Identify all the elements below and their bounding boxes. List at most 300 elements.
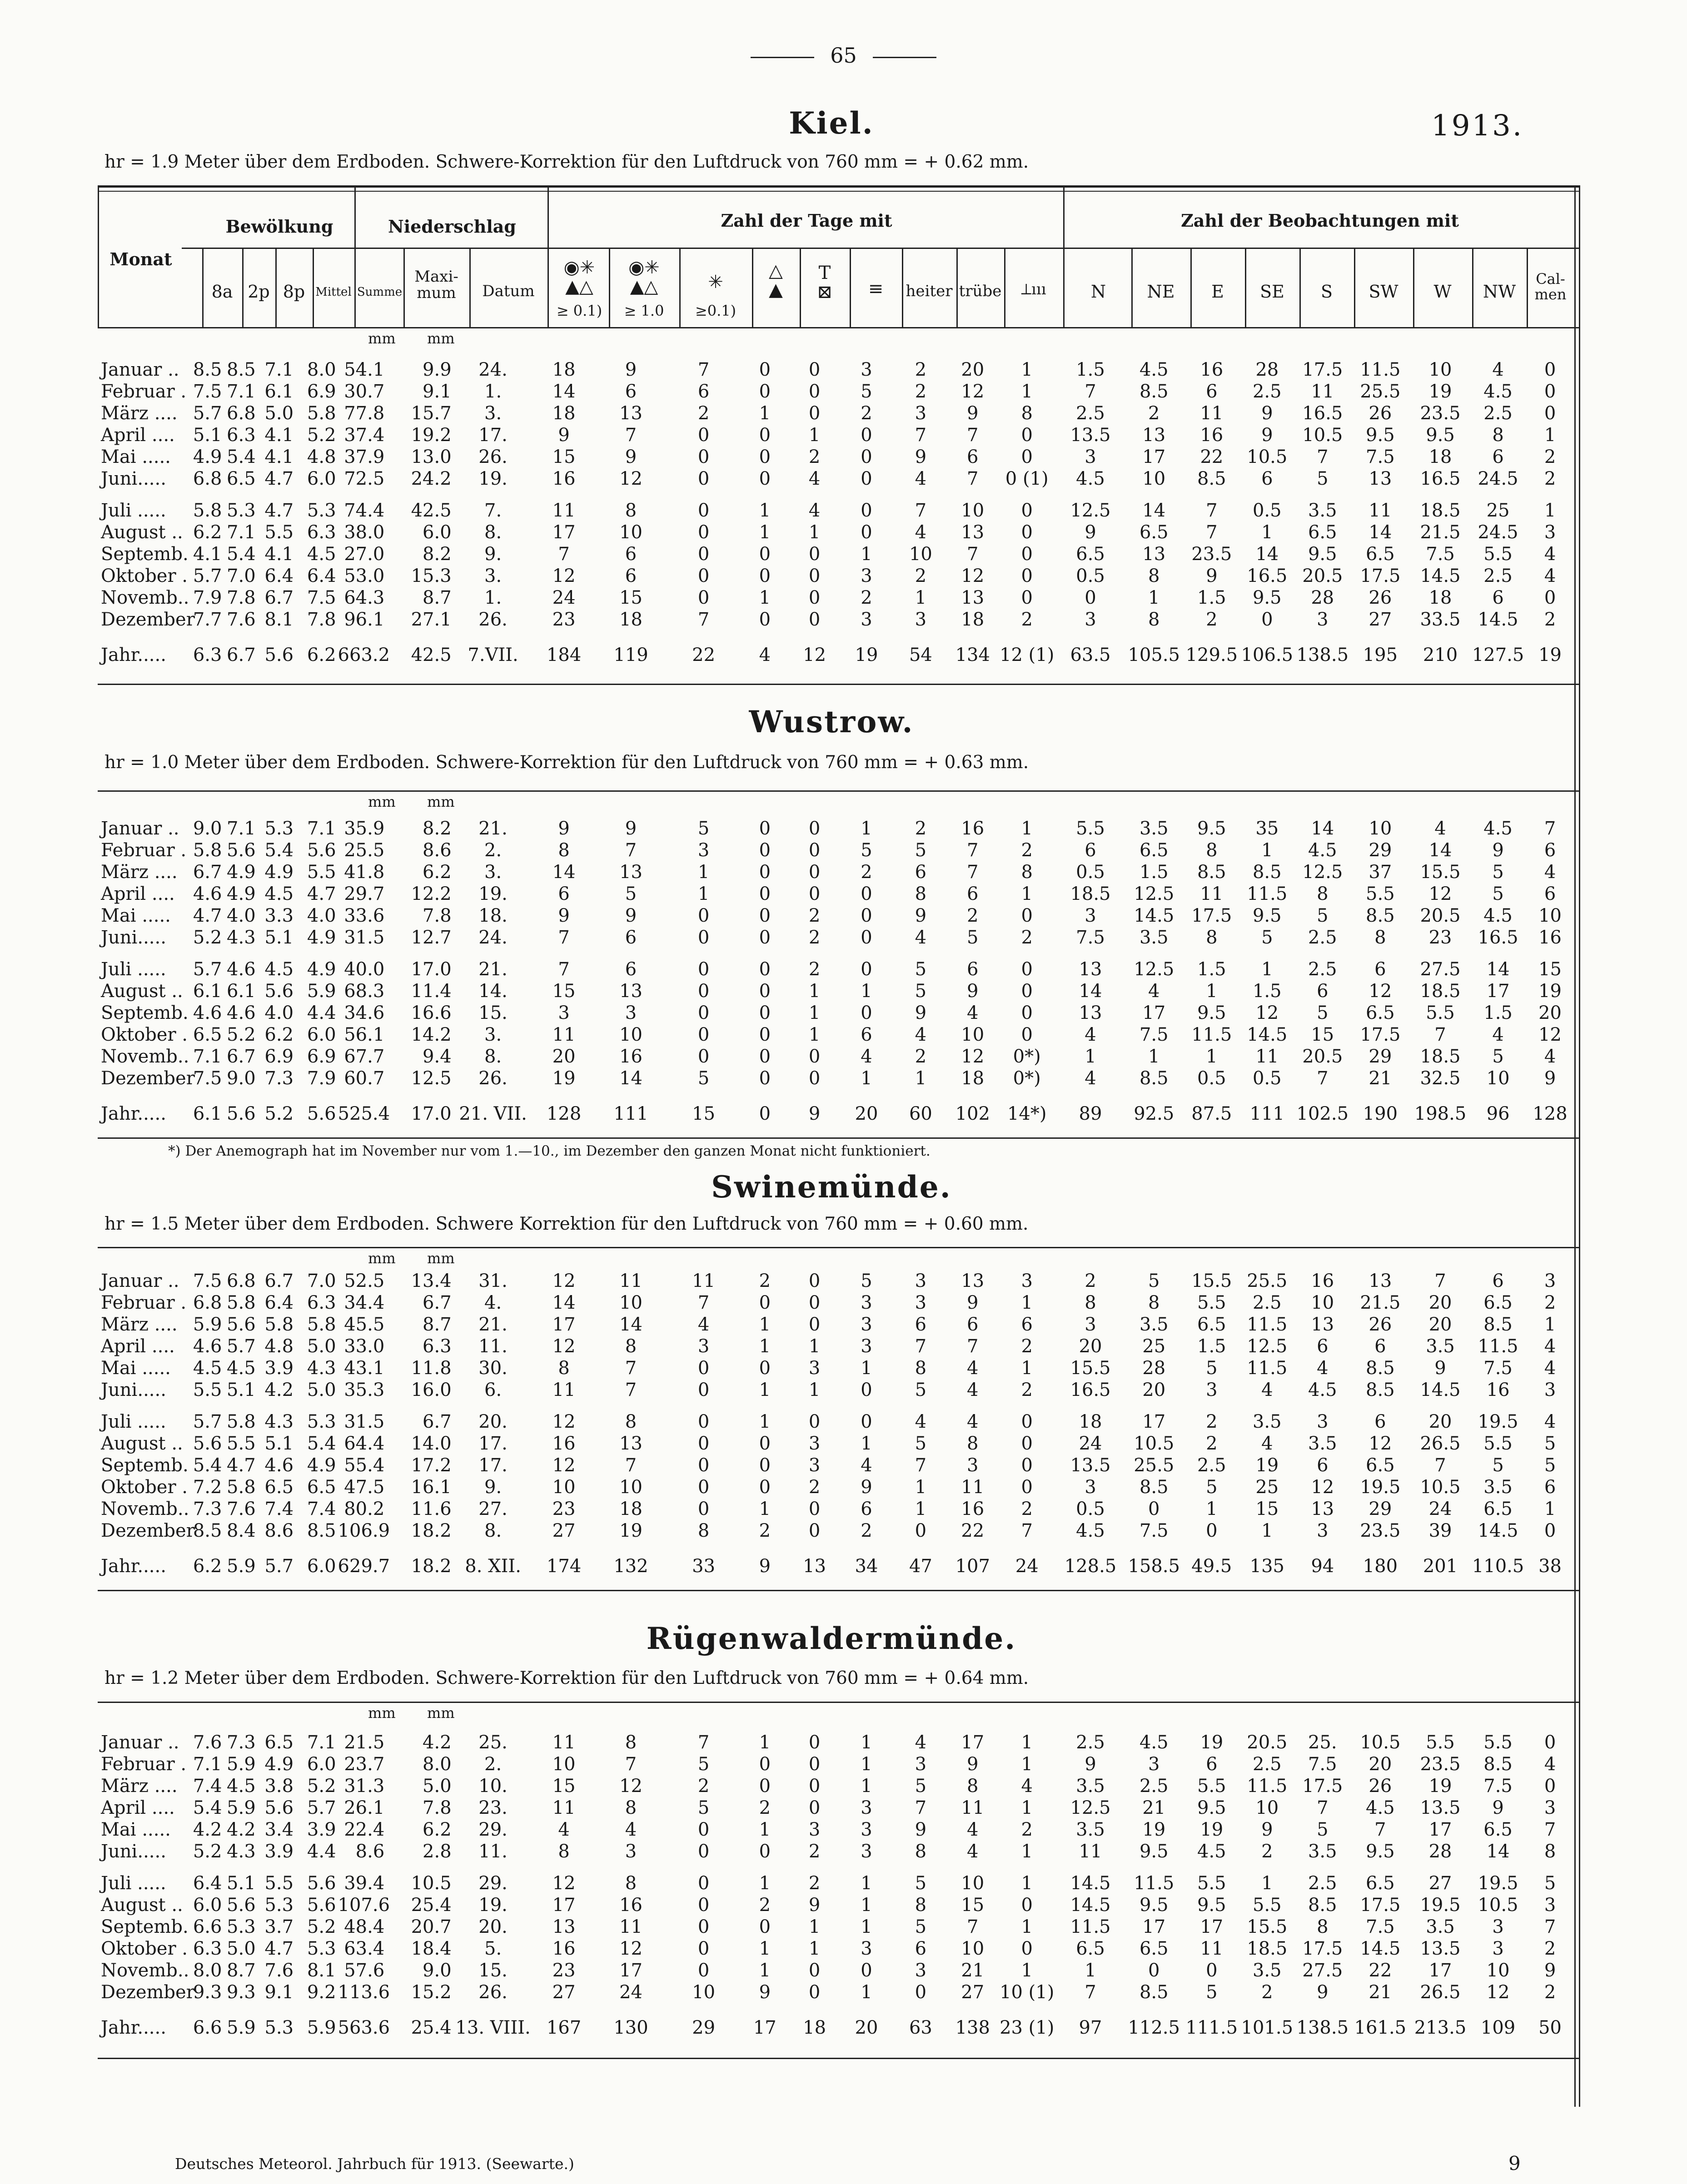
cell-tage-10: 8 <box>625 1732 637 1753</box>
cell-nied-max: 25.4 <box>411 1895 452 1916</box>
cell-tage-01: 167 <box>546 2017 582 2038</box>
header-mittel: Mittel <box>315 285 352 299</box>
cell-beob-sw: 13 <box>1369 468 1392 489</box>
cell-tage-fog: 20 <box>855 1103 878 1124</box>
cell-beob-sw: 7 <box>1374 1819 1386 1840</box>
cell-tage-heiter: 3 <box>915 1292 927 1313</box>
cell-beob-se: 20.5 <box>1247 1732 1288 1753</box>
cell-bew-8a: 5.7 <box>193 566 222 586</box>
cell-nied-max: 9.0 <box>423 1960 452 1981</box>
cell-nied-max: 16.1 <box>411 1477 452 1498</box>
cell-beob-s: 14 <box>1311 818 1334 839</box>
cell-month: März .... <box>101 403 178 424</box>
header-maximum: Maxi- mum <box>414 268 458 302</box>
cell-bew-mittel: 5.6 <box>307 840 336 861</box>
cell-bew-mittel: 5.6 <box>307 1895 336 1916</box>
cell-tage-10: 9 <box>625 905 637 926</box>
cell-beob-sw: 13 <box>1369 1271 1392 1291</box>
cell-tage-thunder: 0 <box>808 1068 821 1089</box>
cell-bew-8p: 5.1 <box>264 927 294 948</box>
cell-beob-s: 16.5 <box>1302 403 1343 424</box>
cell-beob-n: 3 <box>1085 1477 1096 1498</box>
cell-tage-fog: 3 <box>861 1314 872 1335</box>
cell-tage-snow: 1 <box>697 884 710 904</box>
cell-tage-hail: 0 <box>759 840 771 861</box>
cell-bew-mittel: 6.0 <box>307 1754 336 1775</box>
cell-tage-01: 11 <box>552 1024 576 1045</box>
cell-tage-heiter: 8 <box>915 1358 927 1379</box>
cell-tage-thunder: 0 <box>808 359 821 380</box>
cell-beob-se: 2.5 <box>1252 1292 1282 1313</box>
cell-tage-thunder: 2 <box>808 927 821 948</box>
cell-nied-summe: 33.0 <box>344 1336 385 1357</box>
cell-beob-calm: 3 <box>1544 1271 1556 1291</box>
cell-bew-2p: 7.0 <box>227 566 256 586</box>
table-row <box>99 1894 1574 1916</box>
cell-bew-8a: 6.1 <box>193 1103 222 1124</box>
table-row <box>99 1753 1574 1775</box>
cell-bew-8p: 5.5 <box>264 522 294 543</box>
cell-beob-sw: 9.5 <box>1366 1841 1395 1862</box>
cell-nied-datum: 17. <box>478 1433 508 1454</box>
cell-tage-10: 10 <box>619 1024 642 1045</box>
cell-tage-fog: 3 <box>861 359 872 380</box>
table-row <box>99 905 1574 927</box>
cell-bew-mittel: 4.8 <box>307 447 336 467</box>
cell-tage-10: 7 <box>625 1380 637 1400</box>
cell-month: Septemb. <box>101 1455 189 1476</box>
cell-beob-e: 4.5 <box>1197 1841 1226 1862</box>
cell-tage-10: 12 <box>619 1776 642 1797</box>
cell-beob-nw: 10.5 <box>1478 1895 1518 1916</box>
cell-tage-hail: 9 <box>759 1556 771 1577</box>
cell-tage-01: 11 <box>552 1380 576 1400</box>
cell-beob-nw: 4 <box>1492 359 1504 380</box>
cell-tage-fog: 34 <box>855 1556 878 1577</box>
cell-tage-snow: 0 <box>697 468 710 489</box>
cell-tage-thunder: 1 <box>808 981 821 1002</box>
cell-tage-storm: 2 <box>1021 1499 1033 1519</box>
cell-tage-heiter: 2 <box>915 566 927 586</box>
swinemuende-top-rule <box>98 1247 1580 1248</box>
cell-bew-mittel: 5.2 <box>307 1916 336 1937</box>
cell-month: August .. <box>101 981 183 1002</box>
cell-tage-truebe: 4 <box>967 1380 979 1400</box>
cell-beob-e: 19 <box>1200 1819 1224 1840</box>
cell-beob-sw: 19.5 <box>1360 1477 1401 1498</box>
cell-beob-nw: 6.5 <box>1483 1499 1513 1519</box>
table-row <box>99 500 1574 521</box>
cell-beob-e: 0 <box>1206 1520 1218 1541</box>
cell-tage-hail: 4 <box>759 645 771 665</box>
cell-bew-2p: 4.9 <box>227 862 256 883</box>
cell-tage-01: 10 <box>552 1754 576 1775</box>
cell-beob-n: 128.5 <box>1064 1556 1117 1577</box>
cell-beob-n: 4.5 <box>1076 468 1105 489</box>
cell-nied-summe: 525.4 <box>338 1103 390 1124</box>
cell-tage-truebe: 13 <box>961 587 985 608</box>
table-row <box>99 1498 1574 1520</box>
cell-tage-truebe: 12 <box>961 381 985 402</box>
footnote-wustrow: *) Der Anemograph hat im November nur vom 1.—10., im Dezember den ganzen Monat nicht funktioniert. <box>168 1143 931 1159</box>
cell-tage-truebe: 134 <box>955 645 990 665</box>
cell-tage-truebe: 17 <box>961 1732 985 1753</box>
cell-bew-mittel: 5.3 <box>307 500 336 521</box>
cell-beob-w: 18 <box>1428 447 1452 467</box>
cell-beob-se: 4 <box>1261 1433 1273 1454</box>
cell-beob-se: 16.5 <box>1247 566 1288 586</box>
cell-bew-mittel: 9.2 <box>307 1982 336 2003</box>
cell-beob-w: 20.5 <box>1420 905 1461 926</box>
cell-tage-fog: 1 <box>861 1776 872 1797</box>
cell-beob-n: 16.5 <box>1070 1380 1111 1400</box>
cell-beob-sw: 8.5 <box>1366 1380 1395 1400</box>
cell-beob-se: 9 <box>1261 425 1273 446</box>
cell-beob-e: 9.5 <box>1197 1895 1226 1916</box>
cell-bew-mittel: 5.6 <box>307 1873 336 1894</box>
cell-month: Januar .. <box>101 1732 179 1753</box>
cell-beob-w: 10.5 <box>1420 1477 1461 1498</box>
cell-tage-truebe: 7 <box>967 425 979 446</box>
cell-nied-datum: 3. <box>484 566 502 586</box>
cell-tage-10: 9 <box>625 359 637 380</box>
cell-beob-n: 15.5 <box>1070 1358 1111 1379</box>
cell-tage-truebe: 11 <box>961 1797 985 1818</box>
cell-beob-s: 138.5 <box>1296 2017 1349 2038</box>
footer-page: 9 <box>1508 2152 1521 2174</box>
cell-nied-datum: 3. <box>484 403 502 424</box>
table-row-jahr <box>99 1552 1574 1581</box>
cell-beob-ne: 7.5 <box>1139 1520 1169 1541</box>
cell-bew-8a: 7.5 <box>193 381 222 402</box>
cell-tage-10: 8 <box>625 1411 637 1432</box>
cell-tage-10: 19 <box>619 1520 642 1541</box>
cell-bew-2p: 5.4 <box>227 544 256 565</box>
cell-beob-w: 15.5 <box>1420 862 1461 883</box>
cell-tage-hail: 1 <box>759 1938 771 1959</box>
cell-tage-01: 15 <box>552 1776 576 1797</box>
cell-tage-truebe: 7 <box>967 862 979 883</box>
cell-tage-heiter: 9 <box>915 447 927 467</box>
cell-tage-snow: 0 <box>697 522 710 543</box>
cell-beob-ne: 6.5 <box>1139 1938 1169 1959</box>
cell-bew-2p: 5.6 <box>227 1314 256 1335</box>
cell-beob-sw: 17.5 <box>1360 566 1401 586</box>
cell-beob-calm: 0 <box>1544 1520 1556 1541</box>
cell-beob-ne: 17 <box>1142 1411 1166 1432</box>
cell-beob-e: 2 <box>1206 609 1218 630</box>
cell-tage-storm: 14*) <box>1007 1103 1047 1124</box>
cell-beob-se: 8.5 <box>1252 862 1282 883</box>
cell-beob-sw: 6 <box>1374 959 1386 980</box>
cell-beob-nw: 7.5 <box>1483 1776 1513 1797</box>
cell-nied-max: 17.0 <box>411 1103 452 1124</box>
cell-nied-summe: 21.5 <box>344 1732 385 1753</box>
cell-tage-heiter: 4 <box>915 1411 927 1432</box>
table-row <box>99 861 1574 883</box>
cell-beob-calm: 0 <box>1544 403 1556 424</box>
cell-tage-thunder: 2 <box>808 1477 821 1498</box>
cell-tage-heiter: 1 <box>915 1068 927 1089</box>
cell-bew-8p: 4.1 <box>264 447 294 467</box>
cell-tage-10: 5 <box>625 884 637 904</box>
cell-tage-truebe: 12 <box>961 1046 985 1067</box>
cell-beob-w: 14 <box>1428 840 1452 861</box>
cell-tage-heiter: 4 <box>915 1024 927 1045</box>
cell-beob-sw: 6 <box>1374 1336 1386 1357</box>
cell-bew-mittel: 6.2 <box>307 645 336 665</box>
cell-beob-nw: 5 <box>1492 1455 1504 1476</box>
cell-bew-8a: 6.2 <box>193 522 222 543</box>
cell-bew-mittel: 5.3 <box>307 1938 336 1959</box>
table-row <box>99 1314 1574 1335</box>
cell-tage-fog: 5 <box>861 1271 872 1291</box>
cell-tage-heiter: 1 <box>915 1477 927 1498</box>
cell-nied-max: 8.0 <box>423 1754 452 1775</box>
cell-bew-8p: 3.3 <box>264 905 294 926</box>
sep-tage-beob <box>1063 185 1065 328</box>
cell-tage-10: 13 <box>619 403 642 424</box>
cell-bew-8p: 4.8 <box>264 1336 294 1357</box>
cell-tage-01: 8 <box>558 840 570 861</box>
cell-bew-8a: 7.4 <box>193 1776 222 1797</box>
header-2p: 2p <box>248 282 270 302</box>
cell-tage-10: 8 <box>625 1336 637 1357</box>
cell-tage-thunder: 3 <box>808 1819 821 1840</box>
cell-beob-ne: 6.5 <box>1139 522 1169 543</box>
cell-tage-heiter: 2 <box>915 359 927 380</box>
cell-beob-sw: 161.5 <box>1354 2017 1407 2038</box>
cell-beob-w: 20 <box>1428 1292 1452 1313</box>
cell-beob-w: 19.5 <box>1420 1895 1461 1916</box>
cell-nied-summe: 8.6 <box>355 1841 385 1862</box>
cell-nied-max: 24.2 <box>411 468 452 489</box>
cell-tage-10: 10 <box>619 1292 642 1313</box>
cell-beob-se: 1 <box>1261 959 1273 980</box>
table-row <box>99 565 1574 587</box>
cell-beob-n: 9 <box>1085 522 1096 543</box>
cell-nied-max: 19.2 <box>411 425 452 446</box>
cell-tage-heiter: 5 <box>915 1433 927 1454</box>
cell-beob-e: 11 <box>1200 884 1224 904</box>
cell-beob-n: 0.5 <box>1076 1499 1105 1519</box>
cell-month: Mai ..... <box>101 447 171 467</box>
cell-tage-storm: 0 <box>1021 447 1033 467</box>
cell-bew-8p: 5.6 <box>264 645 294 665</box>
cell-nied-summe: 23.7 <box>344 1754 385 1775</box>
cell-beob-w: 7.5 <box>1426 544 1455 565</box>
cell-tage-heiter: 3 <box>915 609 927 630</box>
cell-beob-calm: 0 <box>1544 587 1556 608</box>
cell-tage-truebe: 8 <box>967 1776 979 1797</box>
sep-bew-nied <box>354 185 356 328</box>
cell-tage-snow: 0 <box>697 959 710 980</box>
cell-bew-8p: 9.1 <box>264 1982 294 2003</box>
cell-bew-2p: 5.1 <box>227 1380 256 1400</box>
cell-nied-datum: 30. <box>478 1358 508 1379</box>
cell-bew-2p: 9.0 <box>227 1068 256 1089</box>
cell-bew-8a: 7.9 <box>193 587 222 608</box>
cell-tage-01: 27 <box>552 1520 576 1541</box>
cell-bew-2p: 6.1 <box>227 981 256 1002</box>
cell-bew-8a: 6.2 <box>193 1556 222 1577</box>
cell-beob-e: 8.5 <box>1197 468 1226 489</box>
cell-bew-8a: 9.0 <box>193 818 222 839</box>
cell-month: März .... <box>101 862 178 883</box>
cell-bew-2p: 7.3 <box>227 1732 256 1753</box>
cell-tage-storm: 1 <box>1021 1292 1033 1313</box>
cell-beob-w: 14.5 <box>1420 566 1461 586</box>
cell-beob-se: 0 <box>1261 609 1273 630</box>
cell-bew-8p: 5.6 <box>264 1797 294 1818</box>
cell-beob-n: 4.5 <box>1076 1520 1105 1541</box>
cell-tage-truebe: 10 <box>961 1938 985 1959</box>
cell-beob-n: 3 <box>1085 905 1096 926</box>
cell-tage-fog: 1 <box>861 981 872 1002</box>
cell-tage-01: 16 <box>552 1433 576 1454</box>
cell-tage-snow: 7 <box>697 1292 710 1313</box>
cell-tage-01: 12 <box>552 566 576 586</box>
cell-bew-8p: 5.8 <box>264 1314 294 1335</box>
cell-bew-8a: 4.2 <box>193 1819 222 1840</box>
cell-beob-ne: 10.5 <box>1134 1433 1174 1454</box>
cell-nied-max: 9.4 <box>423 1046 452 1067</box>
cell-month: Novemb.. <box>101 1499 189 1519</box>
cell-beob-se: 0.5 <box>1252 1068 1282 1089</box>
cell-bew-2p: 7.8 <box>227 587 256 608</box>
cell-beob-sw: 37 <box>1369 862 1392 883</box>
cell-beob-e: 1 <box>1206 981 1218 1002</box>
cell-beob-se: 25.5 <box>1247 1271 1288 1291</box>
cell-bew-2p: 4.6 <box>227 1003 256 1023</box>
cell-beob-n: 0.5 <box>1076 862 1105 883</box>
cell-tage-hail: 1 <box>759 1873 771 1894</box>
cell-tage-storm: 0 <box>1021 959 1033 980</box>
cell-nied-summe: 64.4 <box>344 1433 385 1454</box>
cell-beob-calm: 4 <box>1544 1411 1556 1432</box>
cell-tage-10: 13 <box>619 981 642 1002</box>
cell-tage-storm: 12 (1) <box>1000 645 1055 665</box>
cell-tage-snow: 3 <box>697 840 710 861</box>
cell-tage-fog: 3 <box>861 1797 872 1818</box>
cell-tage-10: 7 <box>625 425 637 446</box>
cell-bew-mittel: 8.0 <box>307 359 336 380</box>
cell-tage-truebe: 12 <box>961 566 985 586</box>
header-dir-w: W <box>1433 282 1452 302</box>
cell-bew-2p: 5.1 <box>227 1873 256 1894</box>
cell-nied-summe: 25.5 <box>344 840 385 861</box>
cell-beob-sw: 20 <box>1369 1754 1392 1775</box>
cell-nied-max: 13.4 <box>411 1271 452 1291</box>
cell-tage-hail: 0 <box>759 609 771 630</box>
cell-month: März .... <box>101 1776 178 1797</box>
cell-beob-s: 8.5 <box>1308 1895 1337 1916</box>
cell-beob-e: 5.5 <box>1197 1776 1226 1797</box>
cell-beob-se: 4 <box>1261 1380 1273 1400</box>
cell-tage-storm: 0 <box>1021 1938 1033 1959</box>
cell-tage-heiter: 10 <box>909 544 932 565</box>
cell-nied-datum: 26. <box>478 1068 508 1089</box>
cell-nied-max: 42.5 <box>411 500 452 521</box>
cell-beob-w: 5.5 <box>1426 1003 1455 1023</box>
cell-nied-summe: 34.6 <box>344 1003 385 1023</box>
cell-tage-snow: 8 <box>697 1520 710 1541</box>
cell-bew-2p: 4.0 <box>227 905 256 926</box>
cell-beob-w: 21.5 <box>1420 522 1461 543</box>
cell-month: Mai ..... <box>101 905 171 926</box>
cell-nied-max: 15.7 <box>411 403 452 424</box>
cell-tage-10: 12 <box>619 1938 642 1959</box>
cell-tage-thunder: 13 <box>803 1556 826 1577</box>
unit-mm-summe-s: mm <box>368 1250 396 1267</box>
cell-beob-s: 7 <box>1317 447 1329 467</box>
cell-tage-10: 6 <box>625 959 637 980</box>
cell-beob-sw: 195 <box>1363 645 1398 665</box>
header-t2: ≥ 1.0 <box>624 302 664 319</box>
cell-tage-storm: 0 <box>1021 1477 1033 1498</box>
cell-tage-fog: 1 <box>861 1873 872 1894</box>
cell-bew-2p: 7.1 <box>227 522 256 543</box>
table-row <box>99 609 1574 630</box>
unit-mm-max: mm <box>427 330 455 347</box>
cell-beob-se: 5.5 <box>1252 1895 1282 1916</box>
cell-tage-snow: 0 <box>697 927 710 948</box>
cell-beob-calm: 4 <box>1544 544 1556 565</box>
cell-beob-sw: 12 <box>1369 981 1392 1002</box>
cell-nied-max: 11.6 <box>411 1499 452 1519</box>
cell-bew-8a: 8.5 <box>193 359 222 380</box>
cell-tage-truebe: 10 <box>961 500 985 521</box>
cell-tage-heiter: 3 <box>915 1960 927 1981</box>
cell-tage-heiter: 4 <box>915 522 927 543</box>
cell-bew-8a: 6.0 <box>193 1895 222 1916</box>
cell-tage-truebe: 18 <box>961 609 985 630</box>
cell-tage-hail: 1 <box>759 1411 771 1432</box>
cell-month: Jahr..... <box>101 1556 166 1577</box>
cell-nied-summe: 31.5 <box>344 1411 385 1432</box>
cell-tage-truebe: 6 <box>967 959 979 980</box>
cell-beob-w: 7 <box>1434 1455 1446 1476</box>
cell-beob-nw: 3 <box>1492 1916 1504 1937</box>
table-row <box>99 1002 1574 1024</box>
cell-nied-summe: 40.0 <box>344 959 385 980</box>
cell-beob-calm: 7 <box>1544 818 1556 839</box>
cell-bew-8p: 6.1 <box>264 381 294 402</box>
cell-tage-hail: 0 <box>759 959 771 980</box>
cell-beob-sw: 26 <box>1369 587 1392 608</box>
cell-beob-ne: 21 <box>1142 1797 1166 1818</box>
cell-beob-s: 12 <box>1311 1477 1334 1498</box>
cell-nied-summe: 53.0 <box>344 566 385 586</box>
cell-beob-n: 3 <box>1085 447 1096 467</box>
header-monat: Monat <box>109 249 172 269</box>
cell-tage-truebe: 13 <box>961 522 985 543</box>
cell-beob-s: 17.5 <box>1302 1938 1343 1959</box>
cell-tage-storm: 1 <box>1021 1732 1033 1753</box>
cell-tage-snow: 5 <box>697 1797 710 1818</box>
cell-tage-thunder: 0 <box>808 609 821 630</box>
cell-tage-heiter: 0 <box>915 1982 927 2003</box>
cell-beob-n: 7 <box>1085 381 1096 402</box>
cell-tage-snow: 0 <box>697 1499 710 1519</box>
cell-nied-datum: 10. <box>478 1776 508 1797</box>
cell-beob-e: 6 <box>1206 381 1218 402</box>
cell-bew-8a: 5.7 <box>193 403 222 424</box>
cell-beob-se: 1 <box>1261 1873 1273 1894</box>
cell-bew-mittel: 5.8 <box>307 403 336 424</box>
cell-tage-hail: 0 <box>759 1455 771 1476</box>
cell-bew-8p: 4.7 <box>264 468 294 489</box>
